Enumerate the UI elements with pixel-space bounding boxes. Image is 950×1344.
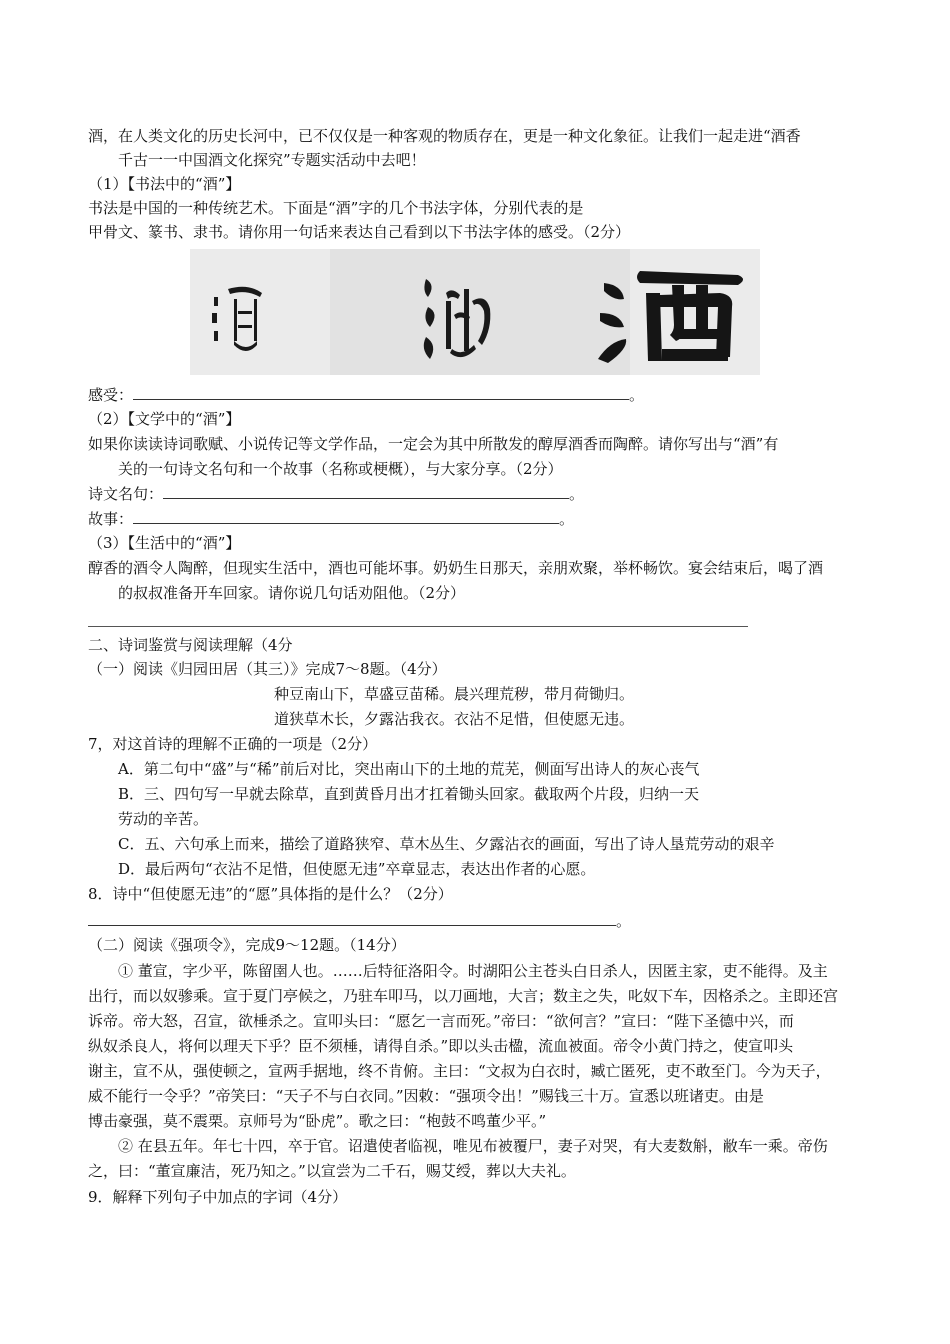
part1-heading: （一）阅读《归园田居（其三）》完成7～8题。（4分） — [88, 660, 447, 678]
q7-option-b-1: B．三、四句写一早就去除草，直到黄昏月出才扛着锄头回家。截取两个片段，归纳一天 — [118, 785, 700, 803]
q7-option-b-2: 劳动的辛苦。 — [118, 810, 209, 828]
q7-option-d: D．最后两句“衣沾不足惜，但使愿无违”卒章显志，表达出作者的心愿。 — [118, 860, 596, 878]
intro-line-2: 千古一一中国酒文化探究”专题实活动中去吧！ — [118, 151, 426, 169]
para2-line-1: ② 在县五年。年七十四，卒于官。诏遣使者临视，唯见布被覆尸，妻子对哭，有大麦数斛，敝车一乘。帝伤 — [118, 1137, 828, 1155]
q2-poem-label: 诗文名句： — [88, 485, 164, 503]
para1-line-7: 博击豪强，莫不震栗。京师号为“卧虎”。歌之曰：“枹鼓不鸣董少平。” — [88, 1112, 547, 1130]
q2-text-1: 如果你读读诗词歌赋、小说传记等文学作品，一定会为其中所散发的醇厚酒香而陶醉。请你写出与“酒”有 — [88, 435, 779, 453]
q1-answer-label: 感受： — [88, 386, 134, 404]
calligraphy-image — [190, 249, 760, 375]
q3-text-1: 醇香的酒令人陶醉，但现实生活中，酒也可能坏事。奶奶生日那天，亲朋欢聚，举杯畅饮。宴会结束后，喝了酒 — [88, 559, 824, 577]
para1-line-5: 谢主，宣不从，强使顿之，宣两手据地，终不肯俯。主曰：“文叔为白衣时，臧亡匿死，吏不敢至门。今为天子， — [88, 1062, 831, 1080]
q7-stem: 7，对这首诗的理解不正确的一项是（2分） — [88, 735, 378, 753]
para1-line-4: 纵奴杀良人，将何以理天下乎？臣不须棰，请得自杀。”即以头击楹，流血被面。帝令小黄门持之，使宣叩头 — [88, 1037, 794, 1055]
q3-answer-blank[interactable] — [88, 626, 748, 627]
q2-poem-end: 。 — [569, 485, 585, 503]
q8-answer-end: 。 — [616, 912, 632, 930]
q1-answer-line — [88, 384, 644, 407]
q1-answer-end: 。 — [629, 386, 645, 404]
poem-line-2: 道狭草木长，夕露沾我衣。衣沾不足惜，但使愿无违。 — [274, 710, 635, 728]
q1-answer-blank[interactable] — [133, 385, 629, 400]
q8-answer-blank[interactable] — [88, 911, 616, 926]
intro-line-1: 酒，在人类文化的历史长河中，已不仅仅是一种客观的物质存在，更是一种文化象征。让我们一起走进“酒香 — [88, 127, 801, 145]
q2-story-end: 。 — [559, 510, 575, 528]
part2-heading: （二）阅读《强项令》，完成9～12题。（14分） — [88, 936, 406, 954]
q7-option-a: A．第二句中“盛”与“稀”前后对比，突出南山下的土地的荒芜，侧面写出诗人的灰心丧气 — [118, 760, 700, 778]
para2-line-2: 之，曰：“董宣廉洁，死乃知之。”以宣尝为二千石，赐艾绶，葬以大夫礼。 — [88, 1162, 576, 1180]
q2-text-2: 关的一句诗文名句和一个故事（名称或梗概），与大家分享。（2分） — [118, 460, 563, 478]
para1-line-1: ① 董宣，字少平，陈留圉人也。……后特征洛阳令。时湖阳公主苍头白日杀人，因匿主家，吏不能得。及主 — [118, 962, 828, 980]
para1-line-3: 诉帝。帝大怒，召宣，欲棰杀之。宣叩头曰：“愿乞一言而死。”帝曰：“欲何言？”宣曰：“陛下圣德中兴，而 — [88, 1012, 794, 1030]
q7-option-c: C．五、六句承上而来，描绘了道路狭窄、草木丛生、夕露沾衣的画面，写出了诗人垦荒劳动的艰辛 — [118, 835, 775, 853]
q8-stem: 8．诗中“但使愿无违”的“愿”具体指的是什么？（2分） — [88, 885, 453, 903]
q9-stem: 9．解释下列句子中加点的字词（4分） — [88, 1188, 348, 1206]
q1-text-2: 甲骨文、篆书、隶书。请你用一句话来表达自己看到以下书法字体的感受。（2分） — [88, 223, 631, 241]
q2-poem-line — [88, 483, 584, 506]
jiu-calligraphy-figure — [190, 249, 760, 375]
para1-line-2: 出行，而以奴骖乘。宣于夏门亭候之，乃驻车叩马，以刀画地，大言；数主之失，叱奴下车，因格杀之。主即还宫 — [88, 987, 839, 1005]
q2-story-blank[interactable] — [133, 509, 559, 524]
q3-heading: （3）【生活中的“酒”】 — [88, 534, 241, 552]
q2-story-label: 故事： — [88, 510, 134, 528]
q3-text-2: 的叔叔准备开车回家。请你说几句话劝阻他。（2分） — [118, 584, 466, 602]
para1-line-6: 威不能行一令乎？”帝笑曰：“天子不与白衣同。”因敕：“强项令出！”赐钱三十万。宣悉以班诸吏。由是 — [88, 1087, 764, 1105]
q8-answer-line — [88, 910, 631, 933]
poem-line-1: 种豆南山下，草盛豆苗稀。晨兴理荒秽，带月荷锄归。 — [274, 685, 635, 703]
q2-heading: （2）【文学中的“酒”】 — [88, 410, 241, 428]
q2-story-line — [88, 508, 574, 531]
q1-heading: （1）【书法中的“酒”】 — [88, 175, 241, 193]
section2-heading: 二、诗词鉴赏与阅读理解（4分 — [88, 636, 293, 654]
q1-text-1: 书法是中国的一种传统艺术。下面是“酒”字的几个书法字体，分别代表的是 — [88, 199, 584, 217]
q2-poem-blank[interactable] — [163, 484, 569, 499]
